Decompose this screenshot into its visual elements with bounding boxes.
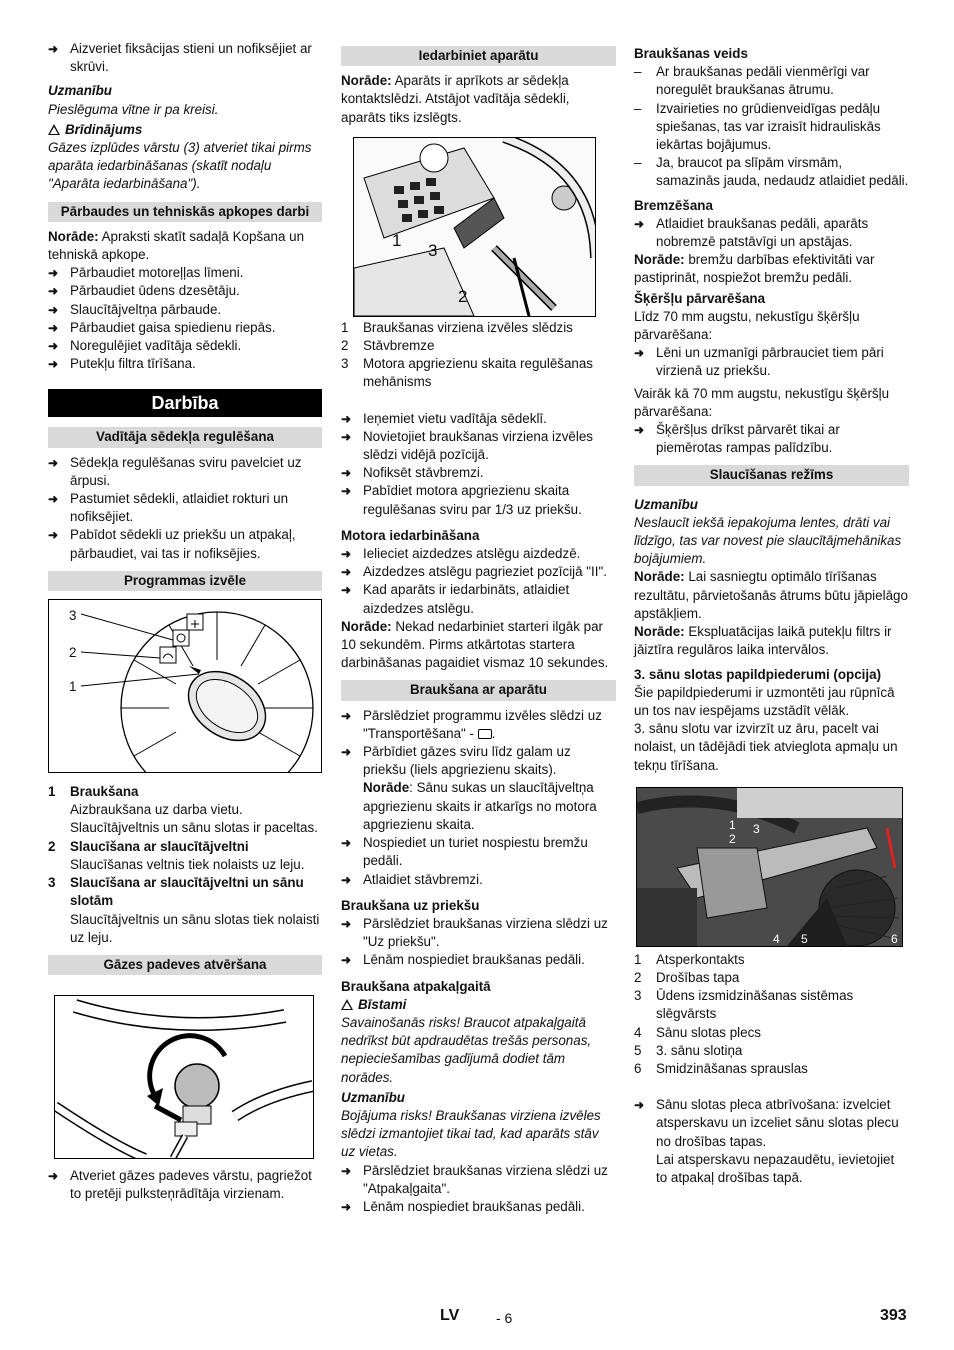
- brake-heading: Bremzēšana: [634, 197, 713, 213]
- obstacle-text: Vairāk kā 70 mm augstu, nekustīgu šķēršļu pārvarēšana:: [634, 385, 890, 419]
- gas-open-step: ➜ Atveriet gāzes padeves vārstu, pagriežot to pretēji pulksteņrādītāja virzienam.: [48, 1167, 322, 1203]
- start-step: ➜ Nofiksēt stāvbremzi.: [341, 464, 616, 482]
- sweep-note: Norāde: Ekspluatācijas laikā putekļu filtrs ir jāiztīra regulāros laika intervālos.: [634, 624, 892, 658]
- engine-step: ➜ Kad aparāts ir iedarbināts, atlaidiet aizdedzes atslēgu.: [341, 581, 616, 617]
- caution-text: Bojājuma risks! Braukšanas virziena izvēles slēdzi izmantojiet tikai tad, kad aparāts stāv uz vietas.: [341, 1107, 601, 1160]
- maintenance-note: Norāde: Apraksti skatīt sadaļā Kopšana un tehniskā apkope.: [48, 228, 305, 263]
- maintenance-item: ➜ Putekļu filtra tīrīšana.: [48, 355, 322, 373]
- seat-step: ➜ Sēdekļa regulēšanas sviru pavelciet uz ārpusi.: [48, 454, 322, 490]
- program-selector-figure: [48, 599, 322, 773]
- forward-step: ➜ Lēnām nospiediet braukšanas pedāli.: [341, 951, 616, 969]
- engine-heading: Motora iedarbināšana: [341, 527, 480, 543]
- caution-text: Neslaucīt iekšā iepakojuma lentes, drāti vai līdzīgo, tas var novest pie slaucītājmehānikas bojājumiem.: [634, 514, 902, 567]
- program-item-desc: Slaucīšanas veltnis tiek nolaists uz leju.: [70, 856, 305, 872]
- gas-valve-illustration: [55, 996, 313, 1158]
- program-item-title: 1 Braukšana: [48, 784, 139, 800]
- legend-item: 2 Drošības tapa: [634, 969, 740, 985]
- danger-text: Savainošanās risks! Braucot atpakaļgaitā nedrīkst būt apdraudētas trešās personas, nepieciešamības gadījumā dodiet tām norādes.: [341, 1014, 592, 1085]
- warning-text: Gāzes izplūdes vārstu (3) atveriet tikai pirms aparāta iedarbināšanas (skatīt nodaļu "Aparāta iedarbināšana").: [48, 140, 312, 192]
- brake-step: ➜ Atlaidiet braukšanas pedāli, aparāts nobremzē patstāvīgi un apstājas.: [634, 215, 909, 251]
- gas-valve-figure: [54, 995, 314, 1159]
- warning-icon: [341, 999, 353, 1010]
- drive-step: ➜ Nospiediet un turiet nospiestu bremžu pedāli.: [341, 834, 616, 870]
- drive-note: Norāde: Sānu sukas un slaucītājveltņa apgriezienu skaits ir atkarīgs no motora apgriezienu skaita.: [363, 780, 597, 832]
- caution-label: Uzmanību: [341, 1089, 405, 1105]
- section-heading-start: Iedarbiniet aparātu: [341, 46, 616, 66]
- section-heading-drive: Braukšana ar aparātu: [341, 680, 616, 700]
- warning-label: Brīdinājums: [48, 121, 322, 139]
- transport-icon: [478, 729, 492, 739]
- program-item-title: 2 Slaucīšana ar slaucītājveltni: [48, 838, 249, 854]
- control-panel-figure: [353, 137, 596, 317]
- maintenance-item: ➜ Noregulējiet vadītāja sēdekli.: [48, 337, 322, 355]
- figure-label-1: 1: [392, 230, 402, 250]
- forward-heading: Braukšana uz priekšu: [341, 897, 480, 913]
- control-panel-illustration: [354, 138, 595, 316]
- release-note: Lai atsperskavu nepazaudētu, ievietojiet to atpakaļ drošības tapā.: [656, 1151, 895, 1185]
- legend-item: 1 Braukšanas virziena izvēles slēdzis: [341, 319, 573, 335]
- obstacle-heading: Šķēršļu pārvarēšana: [634, 290, 766, 306]
- legend-item: 5 3. sānu slotiņa: [634, 1042, 743, 1058]
- accessory-text: 3. sānu slotu var izvirzīt uz āru, pacelt vai nolaist, un tādējādi tiek atvieglota apmaļu un tekņu tīrīšana.: [634, 721, 898, 773]
- legend-item: 3 Motora apgriezienu skaita regulēšanas mehānisms: [341, 356, 594, 390]
- legend-item: 1 Atsperkontakts: [634, 951, 745, 967]
- drive-step: ➜ Pārbīdiet gāzes sviru līdz galam uz priekšu (liels apgriezienu skaits).: [341, 743, 616, 779]
- start-step: ➜ Pabīdiet motora apgriezienu skaita regulēšanas sviru par 1/3 uz priekšu.: [341, 482, 616, 518]
- seat-step: ➜ Pabīdot sēdekli uz priekšu un atpakaļ, pārbaudiet, vai tas ir nofiksējies.: [48, 526, 322, 562]
- caution-text: Pieslēguma vītne ir pa kreisi.: [48, 101, 219, 117]
- legend-item: 3 Ūdens izsmidzināšanas sistēmas slēgvārsts: [634, 988, 854, 1022]
- figure-label-2: 2: [69, 645, 77, 661]
- program-item-title: 3 Slaucīšana ar slaucītājveltni un sānu slotām: [48, 875, 304, 909]
- obstacle-step: ➜ Šķēršļus drīkst pārvarēt tikai ar piemērotas rampas palīdzību.: [634, 421, 909, 457]
- control-legend: [341, 319, 616, 392]
- drive-mode-item: – Ar braukšanas pedāli vienmērīgi var noregulēt braukšanas ātrumu.: [634, 63, 909, 99]
- danger-label: Bīstami: [341, 996, 616, 1014]
- program-item-desc: Slaucītājveltnis un sānu slotas tiek nolaisti uz leju.: [70, 911, 320, 945]
- figure-label-3: 3: [69, 608, 77, 624]
- footer-page-number: 393: [880, 1307, 907, 1324]
- brake-note: Norāde: bremžu darbības efektivitāti var pastiprināt, nospiežot bremžu pedāli.: [634, 252, 875, 286]
- chapter-heading-operation: Darbība: [48, 389, 322, 417]
- warning-icon: [48, 124, 60, 135]
- drive-mode-heading: Braukšanas veids: [634, 46, 748, 61]
- figure-label-3: 3: [753, 821, 760, 836]
- figure-label-1: 1: [729, 817, 736, 832]
- maintenance-item: ➜ Slaucītājveltņa pārbaude.: [48, 301, 322, 319]
- forward-step: ➜ Pārslēdziet braukšanas virziena slēdzi uz "Uz priekšu".: [341, 915, 616, 951]
- maintenance-item: ➜ Pārbaudiet gaisa spiedienu riepās.: [48, 319, 322, 337]
- seat-step: ➜ Pastumiet sēdekli, atlaidiet rokturi un nofiksējiet.: [48, 490, 322, 526]
- engine-step: ➜ Aizdedzes atslēgu pagrieziet pozīcijā "II".: [341, 563, 616, 581]
- accessory-heading: 3. sānu slotas papildpiederumi (opcija): [634, 666, 882, 682]
- start-step: ➜ Novietojiet braukšanas virziena izvēles slēdzi vidējā pozīcijā.: [341, 428, 616, 464]
- start-step: ➜ Ieņemiet vietu vadītāja sēdeklī.: [341, 410, 616, 428]
- program-dial-illustration: [49, 600, 321, 772]
- drive-step: ➜ Atlaidiet stāvbremzi.: [341, 871, 616, 889]
- figure-label-6: 6: [891, 931, 898, 946]
- release-step: ➜ Sānu slotas pleca atbrīvošana: izvelciet atsperskavu un izceliet sānu slotas plecu no drošības tapas.: [634, 1096, 909, 1151]
- figure-label-3: 3: [428, 240, 438, 260]
- side-brush-legend: [634, 951, 909, 1078]
- maintenance-item: ➜ Pārbaudiet motoreļļas līmeni.: [48, 264, 322, 282]
- section-heading-program: Programmas izvēle: [48, 571, 322, 591]
- step-close-bar: ➜ Aizveriet fiksācijas stieni un nofiksējiet ar skrūvi.: [48, 40, 322, 76]
- sweep-note: Norāde: Lai sasniegtu optimālo tīrīšanas rezultātu, pārvietošanās ātrums būtu jāpielāgo apstākļiem.: [634, 569, 908, 621]
- engine-note: Norāde: Nekad nedarbiniet starteri ilgāk par 10 sekundēm. Pirms atkārtotas startera darbināšanas pagaidiet vismaz 10 sekundes.: [341, 618, 609, 671]
- reverse-step: ➜ Lēnām nospiediet braukšanas pedāli.: [341, 1198, 616, 1216]
- caution-label: Uzmanību: [634, 496, 698, 512]
- reverse-heading: Braukšana atpakaļgaitā: [341, 978, 491, 994]
- column-3: [634, 40, 909, 1187]
- figure-label-2: 2: [458, 286, 468, 306]
- figure-label-4: 4: [773, 931, 780, 946]
- obstacle-text: Līdz 70 mm augstu, nekustīgu šķēršļu pārvarēšana:: [634, 308, 860, 343]
- legend-item: 4 Sānu slotas plecs: [634, 1024, 761, 1040]
- caution-label: Uzmanību: [48, 83, 112, 99]
- legend-item: 6 Smidzināšanas sprauslas: [634, 1060, 808, 1076]
- side-brush-photo: [637, 788, 902, 946]
- column-1: [48, 40, 322, 1204]
- drive-step: ➜ Pārslēdziet programmu izvēles slēdzi uz "Transportēšana" - .: [341, 707, 616, 743]
- column-2: [341, 40, 616, 1216]
- figure-label-5: 5: [801, 931, 808, 946]
- side-brush-figure: [636, 787, 903, 947]
- maintenance-item: ➜ Pārbaudiet ūdens dzesētāju.: [48, 282, 322, 300]
- section-heading-seat: Vadītāja sēdekļa regulēšana: [48, 427, 322, 447]
- legend-item: 2 Stāvbremze: [341, 338, 435, 354]
- engine-step: ➜ Ielieciet aizdedzes atslēgu aizdedzē.: [341, 545, 616, 563]
- program-legend: [48, 783, 322, 947]
- start-note: Norāde: Aparāts ir aprīkots ar sēdekļa kontaktslēdzi. Atstājot vadītāja sēdekli, aparāts tiks izslēgts.: [341, 73, 570, 125]
- drive-mode-item: – Ja, braucot pa slīpām virsmām, samazinās jauda, nedaudz atlaidiet pedāli.: [634, 154, 909, 190]
- figure-label-1: 1: [69, 679, 77, 695]
- section-heading-sweep: Slaucīšanas režīms: [634, 465, 909, 485]
- reverse-step: ➜ Pārslēdziet braukšanas virziena slēdzi uz "Atpakaļgaita".: [341, 1162, 616, 1198]
- program-item-desc: Aizbraukšana uz darba vietu. Slaucītājveltnis un sānu slotas ir paceltas.: [70, 802, 318, 836]
- section-heading-gas: Gāzes padeves atvēršana: [48, 955, 322, 975]
- accessory-text: Šie papildpiederumi ir uzmontēti jau rūpnīcā un tos nav iespējams uzstādīt vēlāk.: [634, 684, 895, 718]
- figure-label-2: 2: [729, 831, 736, 846]
- section-heading-maintenance: Pārbaudes un tehniskās apkopes darbi: [48, 202, 322, 222]
- obstacle-step: ➜ Lēni un uzmanīgi pārbrauciet tiem pāri virzienā uz priekšu.: [634, 344, 909, 380]
- drive-mode-item: – Izvairieties no grūdienveidīgas pedāļu spiešanas, tas var izraisīt hidrauliskās iekārtas bojājumus.: [634, 100, 909, 155]
- footer-page-label: - 6: [496, 1310, 513, 1326]
- footer-language: LV: [440, 1307, 460, 1324]
